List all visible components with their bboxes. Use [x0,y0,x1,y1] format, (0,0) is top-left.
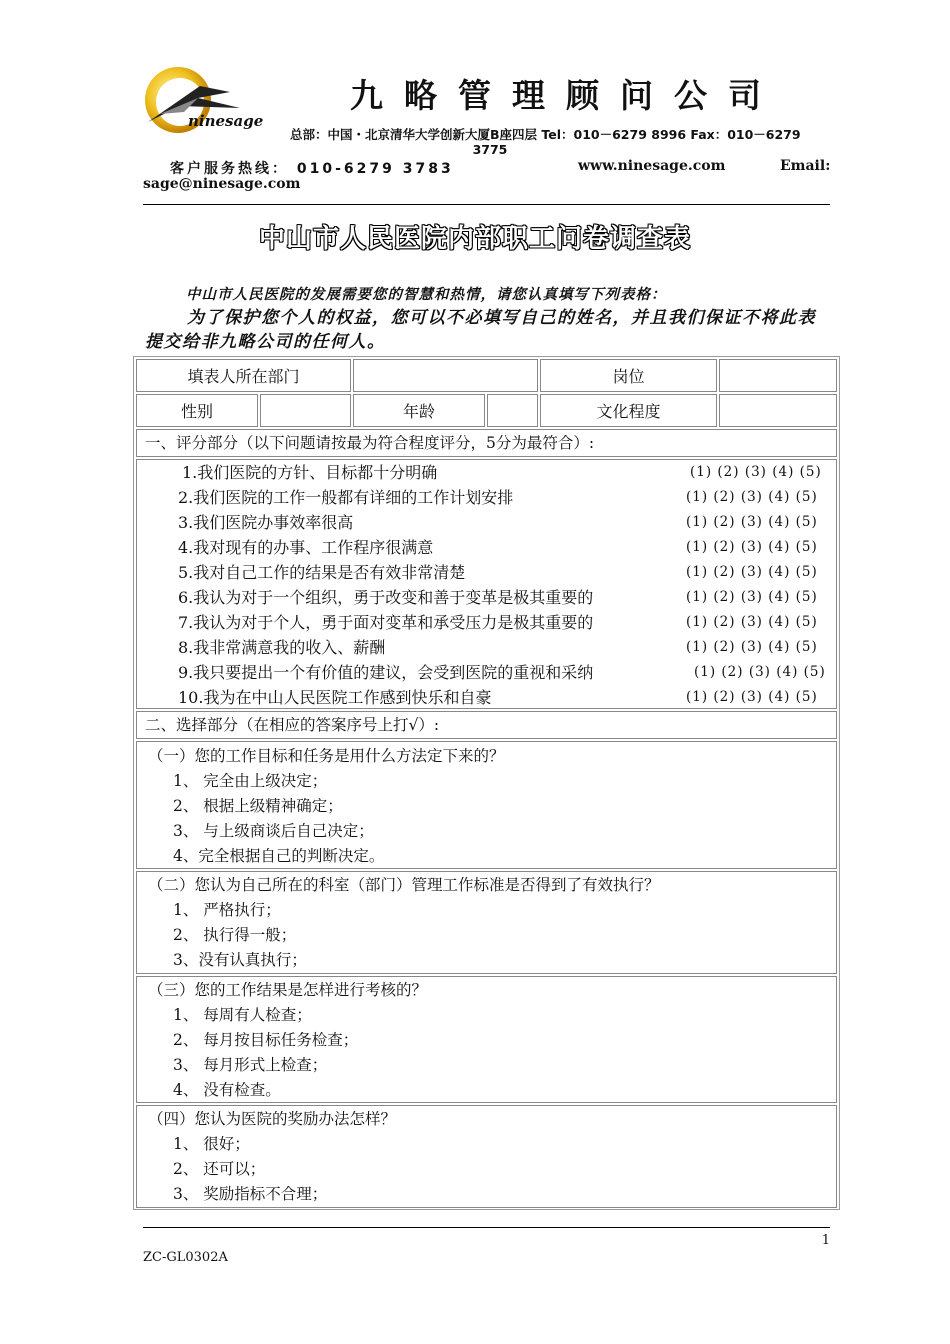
intro-line-2: 为了保护您个人的权益，您可以不必填写自己的姓名，并且我们保证不将此表提交给非九略公司的任何人。 [145,308,816,352]
choice-option[interactable]: 1、 完全由上级决定； [173,772,328,790]
rating-question: 8.我非常满意我的收入、薪酬 [178,638,386,657]
choice-question: （一）您的工作目标和任务是用什么方法定下来的？ [148,747,505,765]
rating-question: 5.我对自己工作的结果是否有效非常清楚 [178,563,466,582]
gender-input[interactable] [260,394,351,427]
section1-heading-box [136,429,837,457]
section1-heading: 一、评分部分（以下问题请按最为符合程度评分，5分为最符合）: [145,434,595,452]
footer-divider [143,1227,830,1228]
section2-heading-box [136,711,837,739]
logo-text: ninesage [188,112,264,130]
rating-options[interactable]: (1) (2) (3) (4) (5) [686,489,818,505]
hq-address [290,127,830,157]
rating-options[interactable]: (1) (2) (3) (4) (5) [686,539,818,555]
choice-question: （二）您认为自己所在的科室（部门）管理工作标准是否得到了有效执行？ [148,876,660,894]
header-divider [143,204,830,205]
rating-options[interactable]: (1) (2) (3) (4) (5) [694,664,826,680]
choice-option[interactable]: 4、 没有检查。 [173,1081,281,1099]
choice-option[interactable]: 1、 严格执行； [173,901,281,919]
rating-options[interactable]: (1) (2) (3) (4) (5) [686,639,818,655]
age-input[interactable] [487,394,538,427]
company-logo [140,62,262,142]
email-label: Email: [780,158,831,174]
choice-option[interactable]: 1、 每周有人检查； [173,1006,312,1024]
rating-question: 9.我只要提出一个有价值的建议，会受到医院的重视和采纳 [178,663,594,682]
rating-options[interactable]: (1) (2) (3) (4) (5) [686,589,818,605]
choice-question: （四）您认为医院的奖励办法怎样？ [148,1110,397,1128]
choice-option[interactable]: 1、 很好； [173,1135,250,1153]
gender-label: 性别 [136,394,258,427]
email-link[interactable]: sage@ninesage.com [143,176,301,192]
choice-option[interactable]: 3、 与上级商谈后自己决定； [173,822,374,840]
rating-options[interactable]: (1) (2) (3) (4) (5) [686,614,818,630]
choice-option[interactable]: 2、 根据上级精神确定； [173,797,343,815]
choice-option[interactable]: 2、 每月按目标任务检查； [173,1031,359,1049]
section2-heading: 二、选择部分（在相应的答案序号上打√）: [145,716,440,734]
rating-question: 10.我为在中山人民医院工作感到快乐和自豪 [178,688,492,707]
choice-option[interactable]: 3、没有认真执行； [173,951,307,969]
education-label: 文化程度 [540,394,717,427]
document-code: ZC-GL0302A [143,1250,228,1265]
choice-question: （三）您的工作结果是怎样进行考核的？ [148,981,428,999]
intro-line-1: 中山市人民医院的发展需要您的智慧和热情，请您认真填写下列表格： [186,286,667,303]
page-title: 中山市人民医院内部职工问卷调查表 [258,224,691,254]
page-number: 1 [821,1233,830,1248]
dept-label: 填表人所在部门 [136,359,351,392]
choice-option[interactable]: 3、 奖励指标不合理； [173,1185,328,1203]
age-label: 年龄 [353,394,485,427]
rating-options[interactable]: (1) (2) (3) (4) (5) [686,514,818,530]
rating-question: 1.我们医院的方针、目标都十分明确 [182,463,438,482]
rating-question: 7.我认为对于个人，勇于面对变革和承受压力是极其重要的 [178,613,594,632]
hq-address-wrap: 3775 [472,142,508,157]
service-hotline: 客户服务热线： 010-6279 3783 [170,161,454,177]
company-name: 九略管理顾问公司 [350,76,782,115]
post-input[interactable] [719,359,837,392]
choice-option[interactable]: 2、 还可以； [173,1160,266,1178]
hq-address-main: 总部：中国・北京清华大学创新大厦B座四层 Tel：010－6279 8996 Fax：010－6279 [290,127,801,142]
rating-question: 6.我认为对于一个组织，勇于改变和善于变革是极其重要的 [178,588,594,607]
choice-option[interactable]: 4、完全根据自己的判断决定。 [173,847,385,865]
post-label: 岗位 [540,359,717,392]
rating-options[interactable]: (1) (2) (3) (4) (5) [686,689,818,705]
dept-input[interactable] [353,359,538,392]
rating-question: 3.我们医院办事效率很高 [178,513,354,532]
choice-option[interactable]: 3、 每月形式上检查； [173,1056,328,1074]
website-link[interactable]: www.ninesage.com [578,158,726,174]
rating-options[interactable]: (1) (2) (3) (4) (5) [686,564,818,580]
choice-option[interactable]: 2、 执行得一般； [173,926,297,944]
rating-question: 2.我们医院的工作一般都有详细的工作计划安排 [178,488,514,507]
rating-question: 4.我对现有的办事、工作程序很满意 [178,538,434,557]
rating-options[interactable]: (1) (2) (3) (4) (5) [690,464,822,480]
education-input[interactable] [719,394,837,427]
